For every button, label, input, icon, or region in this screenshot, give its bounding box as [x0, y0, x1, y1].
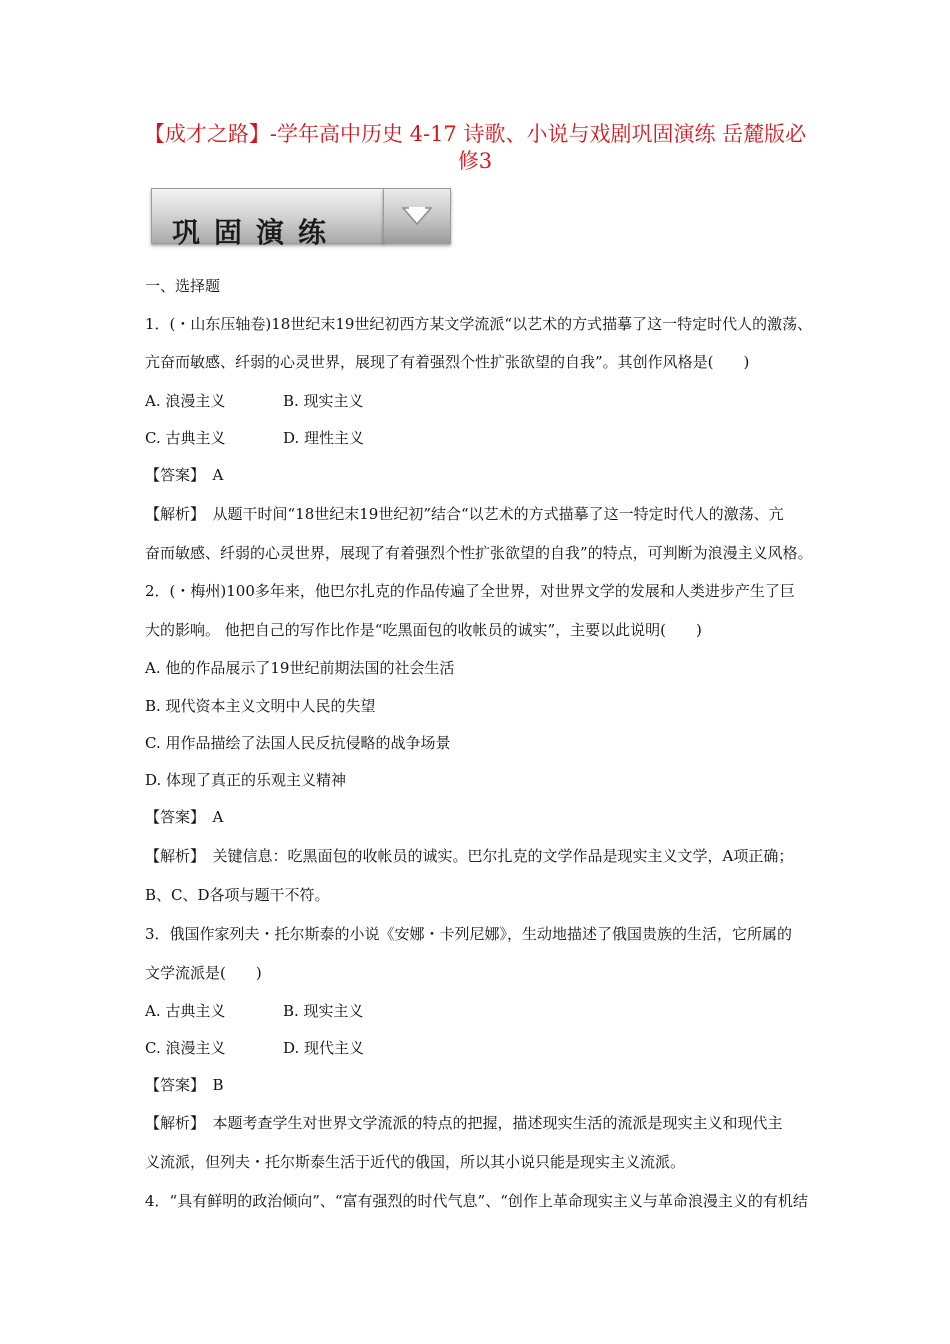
q3-option-c: C. 浪漫主义: [145, 1039, 226, 1057]
q2-explanation-line-1: 【解析】 关键信息：吃黑面包的收帐员的诚实。巴尔扎克的文学作品是现实主义文学，A项正确；: [145, 847, 794, 865]
q2-option-a: A. 他的作品展示了19世纪前期法国的社会生活: [145, 659, 455, 677]
q3-stem-line-1: 3．俄国作家列夫・托尔斯泰的小说《安娜・卡列尼娜》，生动地描述了俄国贵族的生活，它所属的: [145, 925, 793, 943]
q2-option-c: C. 用作品描绘了法国人民反抗侵略的战争场景: [145, 734, 451, 752]
q3-option-d: D. 现代主义: [283, 1039, 365, 1057]
q3-option-a: A. 古典主义: [145, 1002, 226, 1020]
q1-option-b: B. 现实主义: [283, 392, 364, 410]
document-title: [130, 121, 820, 175]
q4-stem-line-1: 4．“具有鲜明的政治倾向”、“富有强烈的时代气息”、“创作上革命现实主义与革命浪漫主义的有机结: [145, 1192, 808, 1210]
q2-answer: 【答案】 A: [145, 808, 224, 826]
q3-answer: 【答案】 B: [145, 1076, 224, 1094]
chevron-down-icon: [401, 205, 433, 227]
section-banner: [143, 174, 459, 256]
q1-explanation-line-1: 【解析】 从题干时间“18世纪末19世纪初”结合“以艺术的方式描摹了这一特定时代人的激荡、亢: [145, 505, 784, 523]
q1-explanation-line-2: 奋而敏感、纤弱的心灵世界，展现了有着强烈个性扩张欲望的自我”的特点，可判断为浪漫主义风格。: [145, 544, 813, 562]
banner-label-box: [151, 188, 384, 249]
q2-option-b: B. 现代资本主义文明中人民的失望: [145, 697, 376, 715]
q3-explanation-line-2: 义流派，但列夫・托尔斯泰生活于近代的俄国，所以其小说只能是现实主义流派。: [145, 1153, 686, 1171]
banner-arrow-box: [383, 188, 451, 244]
q3-stem-line-2: 文学流派是( ): [145, 964, 262, 982]
banner-label: 巩固演练: [172, 216, 341, 249]
q1-option-a: A. 浪漫主义: [145, 392, 226, 410]
q2-stem-line-1: 2．(・梅州)100多年来，他巴尔扎克的作品传遍了全世界，对世界文学的发展和人类进步产生了巨: [145, 582, 795, 600]
q3-option-b: B. 现实主义: [283, 1002, 364, 1020]
q1-stem-line-2: 亢奋而敏感、纤弱的心灵世界，展现了有着强烈个性扩张欲望的自我”。其创作风格是( ): [145, 353, 750, 371]
q1-stem-line-1: 1．(・山东压轴卷)18世纪末19世纪初西方某文学流派“以艺术的方式描摹了这一特定时代人的激荡、: [145, 315, 813, 333]
q2-explanation-line-2: B、C、D各项与题干不符。: [145, 886, 330, 904]
q1-option-c: C. 古典主义: [145, 429, 226, 447]
title-line-1: 【成才之路】-学年高中历史 4-17 诗歌、小说与戏剧巩固演练 岳麓版必: [143, 122, 807, 146]
title-line-2: 修3: [457, 149, 493, 173]
q1-answer: 【答案】 A: [145, 466, 224, 484]
q2-option-d: D. 体现了真正的乐观主义精神: [145, 771, 347, 789]
section-heading: 一、选择题: [145, 277, 221, 295]
q2-stem-line-2: 大的影响。 他把自己的写作比作是“吃黑面包的收帐员的诚实”，主要以此说明( ): [145, 621, 702, 639]
q3-explanation-line-1: 【解析】 本题考查学生对世界文学流派的特点的把握，描述现实生活的流派是现实主义和现代主: [145, 1114, 783, 1132]
q1-option-d: D. 理性主义: [283, 429, 365, 447]
